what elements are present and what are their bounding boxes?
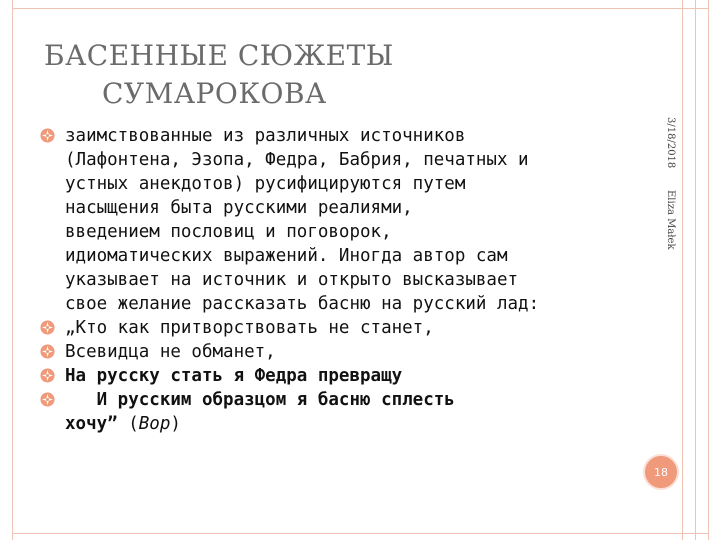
bullet-line: идиоматических выражений. Иногда автор сам [65, 246, 508, 266]
bullet-text-bold: И русским образцом я басню сплесть [65, 390, 455, 410]
ornament-bullet-icon [40, 320, 55, 335]
frame-left-line [12, 0, 13, 540]
ornament-bullet-icon [40, 344, 55, 359]
title-line-1: БАСЕННЫЕ СЮЖЕТЫ [44, 39, 394, 72]
side-date: 3/18/2018 [665, 117, 676, 169]
paren-close: ) [170, 414, 181, 434]
title-line-2: СУМАРОКОВА [102, 77, 327, 110]
frame-top-line [12, 8, 708, 9]
frame-bottom-line [12, 533, 708, 534]
bullet-line: заимствованные из различных источников [65, 126, 466, 146]
side-author: Eliza Małek [665, 190, 676, 250]
bullet-item-1 [40, 124, 645, 316]
bullet-item-3 [40, 340, 645, 364]
ornament-bullet-icon [40, 392, 55, 407]
bullet-text-bold-cont: хочу” [65, 414, 118, 434]
bullet-item-2 [40, 316, 645, 340]
paren-open: ( [117, 414, 139, 434]
ornament-bullet-icon [40, 128, 55, 143]
bullet-item-5 [40, 388, 645, 436]
bullet-text: „Кто как притворствовать не станет, [65, 318, 434, 338]
page-number-badge: 18 [643, 454, 679, 490]
bullet-line: (Лафонтена, Эзопа, Федра, Бабрия, печатных и [65, 150, 529, 170]
side-strip-outer-line [708, 0, 709, 540]
side-strip [682, 0, 696, 540]
bullet-item-4 [40, 364, 645, 388]
bullet-line: устных анекдотов) русифицируются путем [65, 174, 466, 194]
slide-content [40, 124, 645, 436]
bullet-line: указывает на источник и открыто высказывает [65, 270, 519, 290]
bullet-text: На русску стать я Федра превращу [65, 366, 403, 386]
ornament-bullet-icon [40, 368, 55, 383]
bullet-line: насыщения быта русскими реалиями, [65, 198, 413, 218]
bullet-line: введением пословиц и поговорок, [65, 222, 392, 242]
fable-title: Вор [138, 414, 171, 434]
bullet-text: Всевидца не обманет, [65, 342, 276, 362]
slide-title [44, 37, 604, 113]
bullet-line: свое желание рассказать басню на русский лад: [65, 294, 540, 314]
